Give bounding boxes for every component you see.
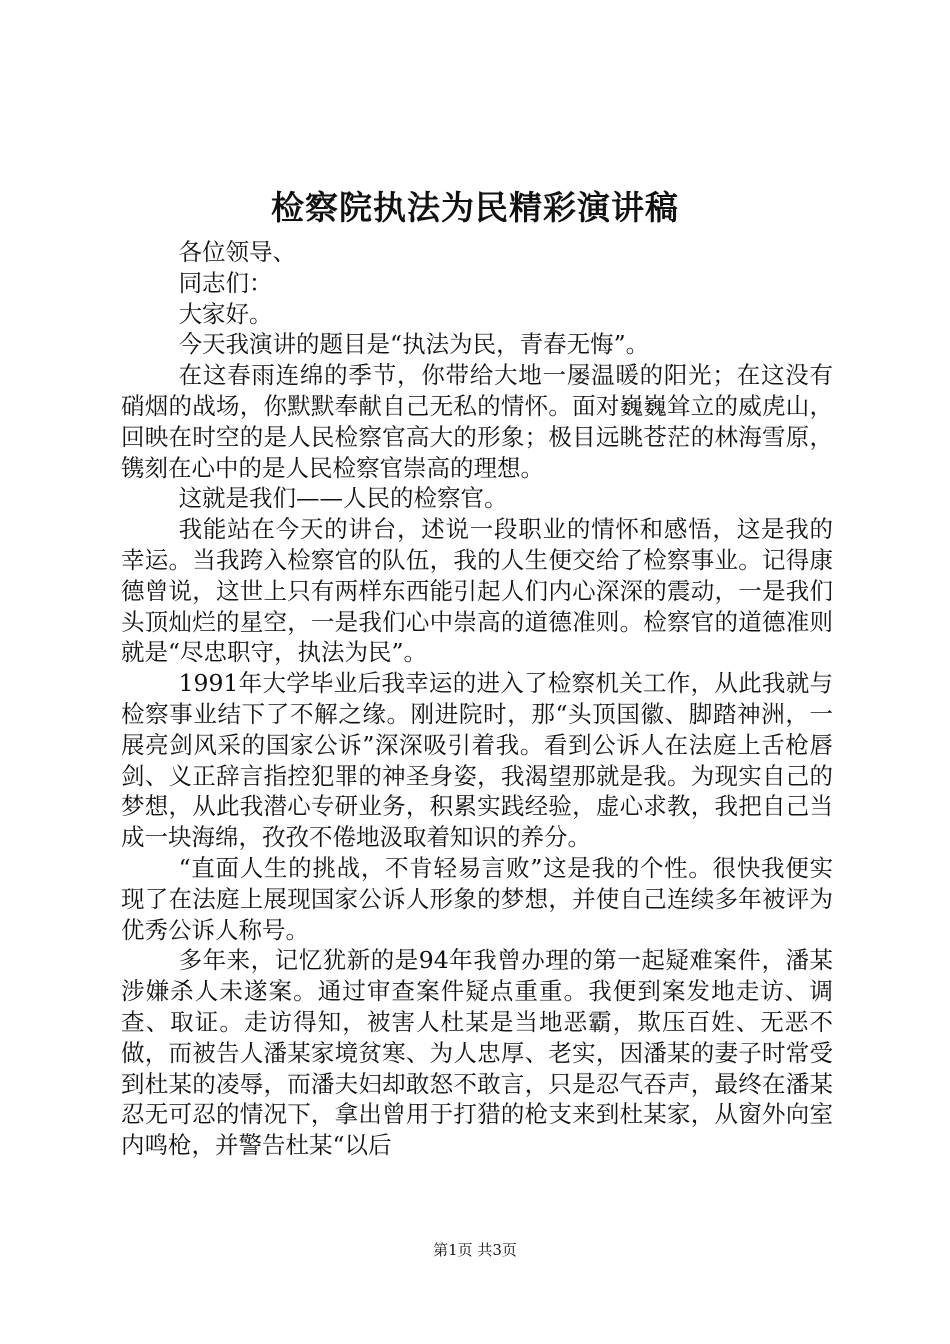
document-body — [121, 237, 833, 1161]
paragraph: 同志们： — [178, 268, 273, 297]
paragraph: 今天我演讲的题目是“执法为民，青春无悔”。 — [178, 330, 650, 359]
paragraph: 1991年大学毕业后我幸运的进入了检察机关工作，从此我就与检察事业结下了不解之缘。刚进院时，那“头顶国徽、脚踏神洲，一展亮剑风采的国家公诉”深深吸引着我。看到公诉人在法庭上舌枪唇剑、义正辞言指控犯罪的神圣身姿，我渴望那就是我。为现实自己的梦想，从此我潜心专研业务，积累实践经验，虚心求教，我把自己当成一块海绵，孜孜不倦地汲取着知识的养分。 — [121, 669, 833, 852]
paragraph: 这就是我们——人民的检察官。 — [178, 484, 508, 513]
paragraph: 多年来，记忆犹新的是94年我曾办理的第一起疑难案件，潘某涉嫌杀人未遂案。通过审查案件疑点重重。我便到案发地走访、调查、取证。走访得知，被害人杜某是当地恶霸，欺压百姓、无恶不做，而被告人潘某家境贫寒、为人忠厚、老实，因潘某的妻子时常受到杜某的凌辱，而潘夫妇却敢怒不敢言，只是忍气吞声，最终在潘某忍无可忍的情况下，拿出曾用于打猎的枪支来到杜某家，从窗外向室内鸣枪，并警告杜某“以后 — [121, 946, 833, 1160]
paragraph: 大家好。 — [178, 299, 273, 328]
document-title: 检察院执法为民精彩演讲稿 — [271, 188, 679, 227]
paragraph: “直面人生的挑战，不肯轻易言败”这是我的个性。很快我便实现了在法庭上展现国家公诉人形象的梦想，并使自己连续多年被评为优秀公诉人称号。 — [121, 853, 833, 944]
paragraph: 在这春雨连绵的季节，你带给大地一屡温暖的阳光；在这没有硝烟的战场，你默默奉献自己无私的情怀。面对巍巍耸立的威虎山，回映在时空的是人民检察官高大的形象；极目远眺苍茫的林海雪原，镌刻在心中的是人民检察官崇高的理想。 — [121, 361, 833, 482]
paragraph: 各位领导、 — [178, 238, 297, 266]
paragraph: 我能站在今天的讲台，述说一段职业的情怀和感悟，这是我的幸运。当我跨入检察官的队伍，我的人生便交给了检察事业。记得康德曾说，这世上只有两样东西能引起人们内心深深的震动，一是我们头顶灿烂的星空，一是我们心中崇高的道德准则。检察官的道德准则就是“尽忠职守，执法为民”。 — [121, 515, 833, 667]
page-footer: 第1页 共3页 — [433, 1241, 517, 1259]
